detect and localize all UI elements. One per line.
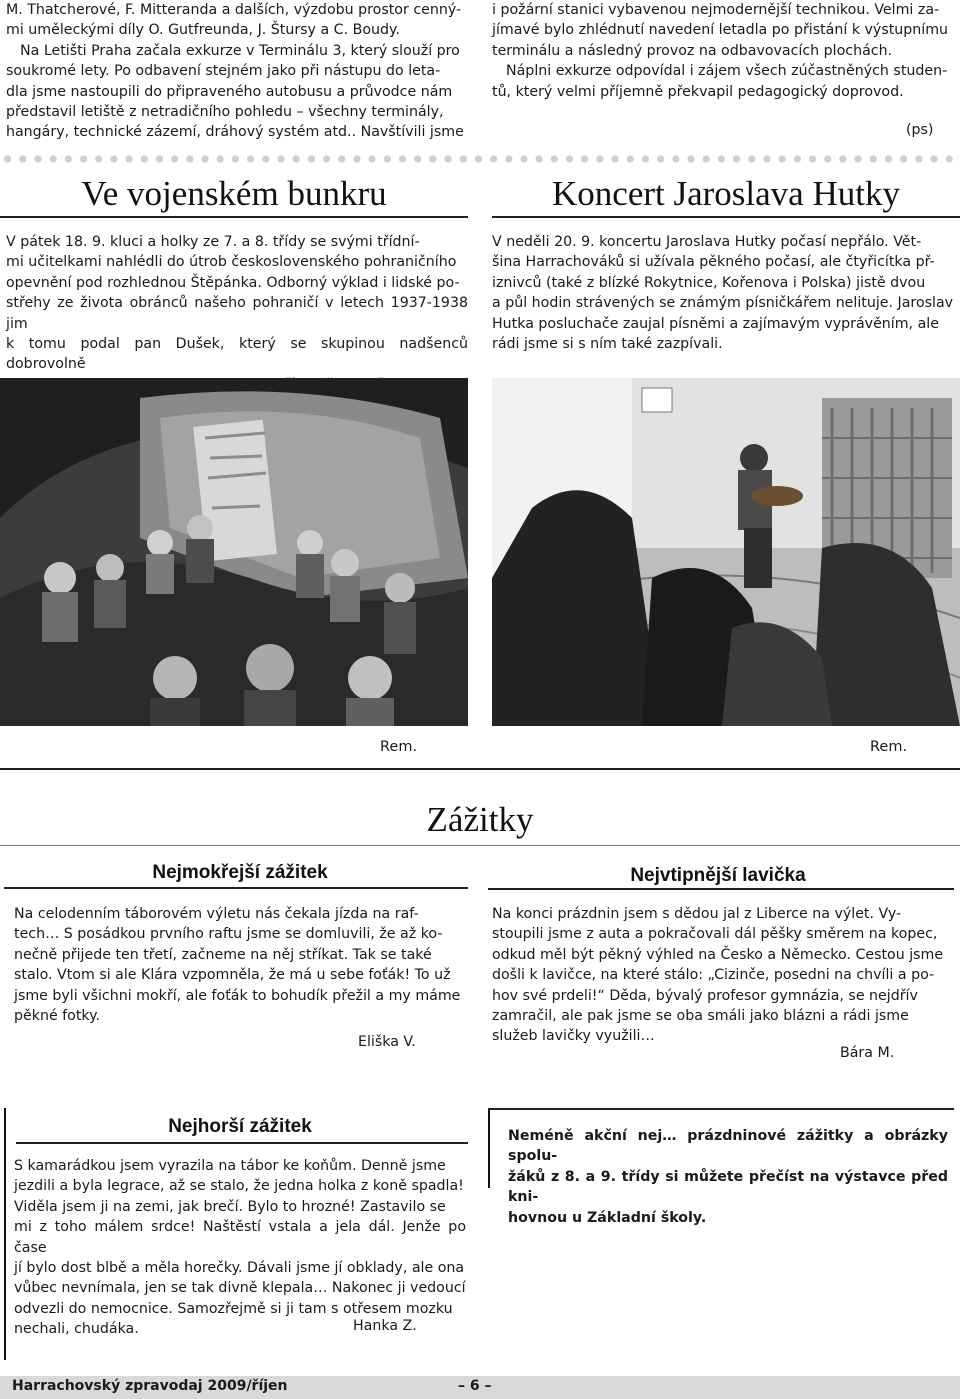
bench-heading-rule <box>488 888 954 890</box>
article-line: i požární stanici vybavenou nejmodernější technikou. Velmi za- <box>492 2 940 18</box>
story-line: odkud měl být pěkný výhled na Česko a Německo. Cestou jsme <box>492 946 944 963</box>
bunker-photo <box>0 378 468 726</box>
bunker-photo-caption: Rem. <box>380 739 418 755</box>
airport-article-continuation <box>6 0 474 143</box>
airport-article-signature: (ps) <box>906 122 934 138</box>
story-line: vůbec nevnímala, jen se tak divně klepala… Nakonec ji vedoucí <box>14 1280 466 1297</box>
article-line: terminálu a následný provoz na odbavovacích plochách. <box>492 42 893 59</box>
article-line: V pátek 18. 9. kluci a holky ze 7. a 8. třídy se svými třídní- <box>6 234 420 250</box>
page-footer <box>0 1376 960 1399</box>
concert-headline: Koncert Jaroslava Hutky <box>552 174 900 213</box>
article-line: šina Harrachováků si užívala pěkného počasí, ale čtyřicítka př- <box>492 254 935 271</box>
article-line: tů, který velmi příjemně překvapil pedagogický doprovod. <box>492 83 904 100</box>
story-line: Viděla jsem ji na zemi, jak brečí. Bylo to hrozné! Zastavilo se <box>14 1198 446 1215</box>
worst-signature: Hanka Z. <box>353 1318 417 1334</box>
dotted-separator <box>0 152 960 166</box>
article-line: Na Letišti Praha začala exkurze v Terminálu 3, který slouží pro <box>20 42 460 59</box>
notice-box-top-border <box>488 1108 954 1110</box>
article-line: soukromé lety. Po odbavení stejném jako při nástupu do leta- <box>6 63 441 80</box>
article-line: Náplni exkurze odpovídal i zájem všech zúčastněných studen- <box>506 63 948 80</box>
article-line: mi uměleckými díly O. Gutfreunda, J. Štursy a C. Boudy. <box>6 22 400 39</box>
story-line: zamračil, ale pak jsme se oba smáli jako blázni a rádi jsme <box>492 1008 909 1025</box>
story-line: Na konci prázdnin jsem s dědou jal z Liberce na výlet. Vy- <box>492 906 902 922</box>
publication-name: Harrachovský zpravodaj 2009/říjen <box>12 1378 288 1394</box>
bench-heading: Nejvtipnější lavička <box>630 865 806 886</box>
section-divider <box>0 768 960 770</box>
bunker-photo-illustration <box>0 378 468 726</box>
concert-photo <box>492 378 960 726</box>
article-line: a půl hodin strávených se známým písničkářem nelituje. Jaroslav <box>492 295 954 312</box>
story-line: nechali, chudáka. <box>14 1321 139 1338</box>
wettest-heading-rule <box>4 887 468 889</box>
worst-story <box>14 1156 466 1340</box>
bench-signature: Bára M. <box>840 1045 895 1061</box>
story-line: odvezli do nemocnice. Samozřejmě si ji tam s otřesem mozku <box>14 1300 453 1317</box>
story-line: Na celodenním táborovém výletu nás čekala jízda na raf- <box>14 906 419 922</box>
article-line: Hutka posluchače zaujal písněmi a zajímavým vyprávěním, ale <box>492 315 939 332</box>
concert-photo-caption: Rem. <box>870 739 908 755</box>
story-line: pěkné fotky. <box>14 1008 101 1025</box>
worst-heading-rule <box>16 1142 468 1144</box>
airport-article-end <box>492 0 956 102</box>
article-line: M. Thatcherové, F. Mitteranda a dalších, výzdobu prostor cenný- <box>6 2 462 18</box>
story-line: jezdili a byla legrace, až se stalo, že jedna holka z koně spadla! <box>14 1178 464 1195</box>
bunker-headline-rule <box>0 216 468 218</box>
experiences-title: Zážitky <box>426 800 534 839</box>
article-line: střehy ze života obránců našeho pohraničí v letech 1937-1938 jim <box>6 295 468 332</box>
article-line: V neděli 20. 9. koncertu Jaroslava Hutky počasí nepřálo. Vět- <box>492 234 922 250</box>
page-number: – 6 – <box>458 1378 492 1394</box>
story-line: jsme byli všichni mokří, ale foťák to bohudík přežil a my máme <box>14 987 461 1004</box>
article-line: představil letiště z netradičního pohledu – všechny terminály, <box>6 104 444 121</box>
wettest-story <box>14 904 464 1026</box>
story-line: hov své prdeli!“ Děda, bývalý profesor gymnázia, se nejdřív <box>492 987 918 1004</box>
experiences-title-rule <box>0 845 960 846</box>
article-line: rádi jsme si s ním také zazpívali. <box>492 336 723 353</box>
story-line: došli k lavičce, na které stálo: „Cizinče, posedni na chvíli a po- <box>492 967 935 984</box>
wettest-signature: Eliška V. <box>358 1034 416 1050</box>
story-line: stoupili jsme z auta a pokračovali dál pěšky směrem na kopec, <box>492 926 938 943</box>
article-line: jímavé bylo zhlédnutí navedení letadla po přistání k výstupnímu <box>492 22 949 39</box>
story-line: služeb lavičky využili… <box>492 1028 655 1045</box>
story-line: mi z toho málem srdce! Naštěstí vstala a jela dál. Jenže po čase <box>14 1219 466 1256</box>
notice-line: Neméně akční nej… prázdninové zážitky a obrázky spolu- <box>508 1128 948 1165</box>
bench-story <box>492 904 944 1047</box>
notice-text <box>508 1126 948 1228</box>
notice-line: hovnou u Základní školy. <box>508 1209 707 1226</box>
article-line: dla jsme nastoupili do připraveného autobusu a průvodce nám <box>6 83 453 100</box>
concert-article <box>492 232 956 354</box>
wettest-heading: Nejmokřejší zážitek <box>152 862 328 883</box>
article-line: mi učitelkami nahlédli do útrob československého pohraničního <box>6 254 457 271</box>
bunker-headline: Ve vojenském bunkru <box>81 174 387 213</box>
story-line: stalo. Vtom si ale Klára vzpomněla, že má u sebe foťák! To už <box>14 967 451 984</box>
story-line: S kamarádkou jsem vyrazila na tábor ke koňům. Denně jsme <box>14 1158 446 1174</box>
article-line: hangáry, technické zázemí, dráhový systém atd.. Navštívili jsme <box>6 124 464 141</box>
notice-box-left-border <box>488 1108 490 1188</box>
worst-box-left-border <box>4 1108 6 1360</box>
article-line: iznivců (také z blízké Rokytnice, Kořenova i Polska) jistě dvou <box>492 274 926 291</box>
concert-photo-illustration <box>492 378 960 726</box>
concert-headline-rule <box>492 216 960 218</box>
story-line: nečně přijede ten třetí, začneme na něj stříkat. Tak se také <box>14 946 432 963</box>
worst-heading: Nejhorší zážitek <box>168 1116 312 1137</box>
story-line: tech… S posádkou prvního raftu jsme se domluvili, že až ko- <box>14 926 443 943</box>
article-line: k tomu podal pan Dušek, který se skupinou nadšenců dobrovolně <box>6 336 468 373</box>
story-line: jí bylo dost blbě a měla horečky. Dávali jsme jí obklady, ale ona <box>14 1260 465 1277</box>
notice-line: žáků z 8. a 9. třídy si můžete přečíst na výstavce před kni- <box>508 1168 948 1206</box>
article-line: opevnění pod rozhlednou Štěpánka. Odborný výklad i lidské po- <box>6 274 460 291</box>
